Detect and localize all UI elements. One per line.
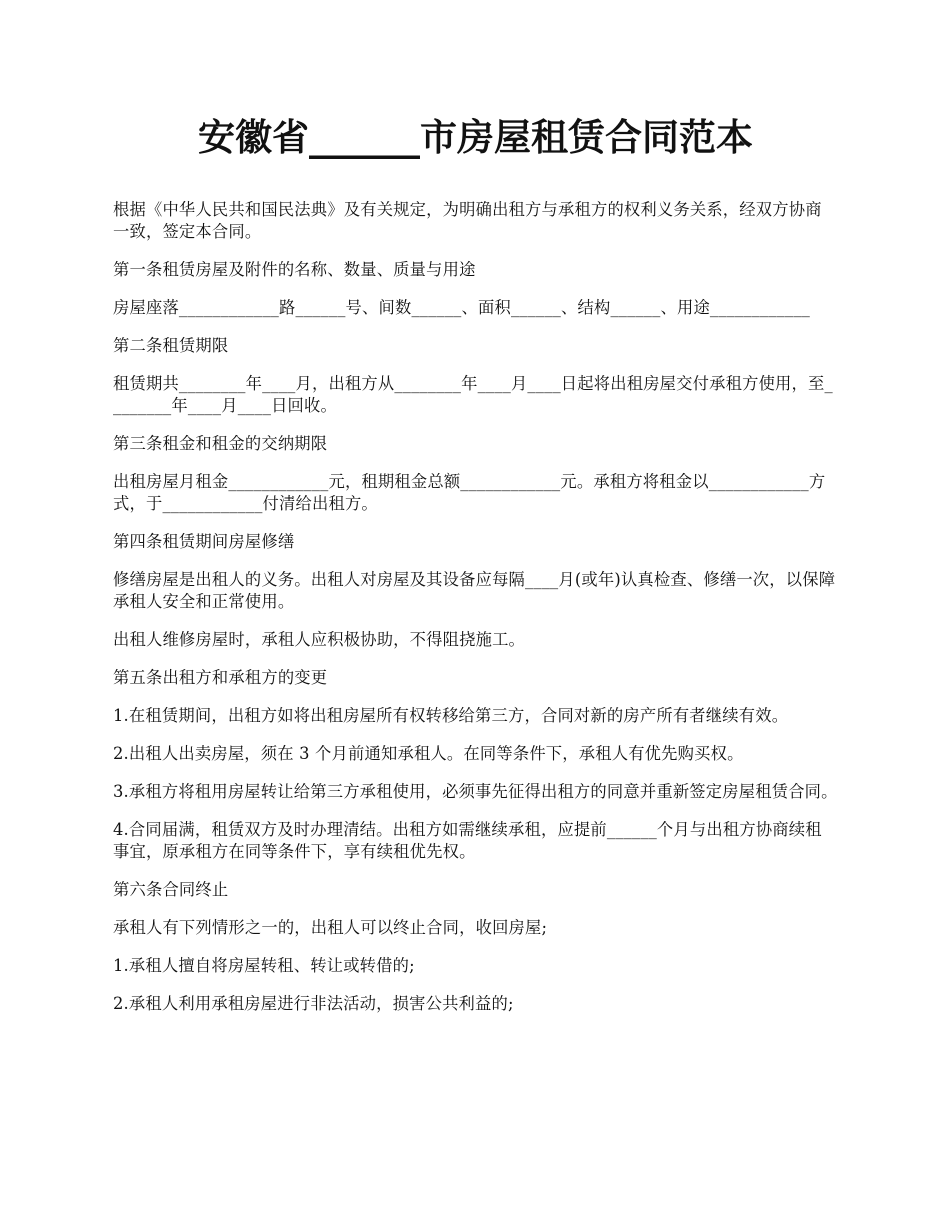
article-4-heading: 第四条租赁期间房屋修缮 [113, 532, 295, 551]
article-1-body: 房屋座落____________路______号、间数______、面积______、结构______、用途____________ [113, 298, 811, 317]
article-3-heading: 第三条租金和租金的交纳期限 [113, 434, 328, 453]
article-1-heading: 第一条租赁房屋及附件的名称、数量、质量与用途 [113, 260, 476, 279]
article-2-body: 租赁期共________年____月，出租方从________年____月____日起将出租房屋交付承租方使用，至________年____月____日回收。 [113, 374, 833, 415]
article-5-item-2: 2.出租人出卖房屋，须在 3 个月前通知承租人。在同等条件下，承租人有优先购买权。 [113, 744, 744, 763]
article-4-body-2: 出租人维修房屋时，承租人应积极协助，不得阻挠施工。 [113, 630, 526, 649]
article-6-intro: 承租人有下列情形之一的，出租人可以终止合同，收回房屋; [113, 918, 548, 937]
article-6-item-1: 1.承租人擅自将房屋转租、转让或转借的; [113, 956, 415, 975]
document-title: 安徽省______市房屋租赁合同范本 [198, 115, 753, 159]
article-5-item-3: 3.承租方将租用房屋转让给第三方承租使用，必须事先征得出租方的同意并重新签定房屋租赁合同。 [113, 782, 838, 801]
paragraph-preamble: 根据《中华人民共和国民法典》及有关规定，为明确出租方与承租方的权利义务关系，经双方协商一致，签定本合同。 [113, 200, 822, 241]
article-5-heading: 第五条出租方和承租方的变更 [113, 668, 328, 687]
article-5-item-4: 4.合同届满，租赁双方及时办理清结。出租方如需继续承租，应提前______个月与出租方协商续租事宜，原承租方在同等条件下，享有续租优先权。 [113, 820, 822, 861]
article-6-heading: 第六条合同终止 [113, 880, 229, 899]
article-3-body: 出租房屋月租金____________元，租期租金总额____________元。承租方将租金以____________方式，于____________付清给出租方。 [113, 472, 826, 513]
article-6-item-2: 2.承租人利用承租房屋进行非法活动，损害公共利益的; [113, 994, 514, 1013]
article-4-body-1: 修缮房屋是出租人的义务。出租人对房屋及其设备应每隔____月(或年)认真检查、修缮一次，以保障承租人安全和正常使用。 [113, 570, 836, 611]
article-5-item-1: 1.在租赁期间，出租方如将出租房屋所有权转移给第三方，合同对新的房产所有者继续有效。 [113, 706, 789, 725]
article-2-heading: 第二条租赁期限 [113, 336, 229, 355]
